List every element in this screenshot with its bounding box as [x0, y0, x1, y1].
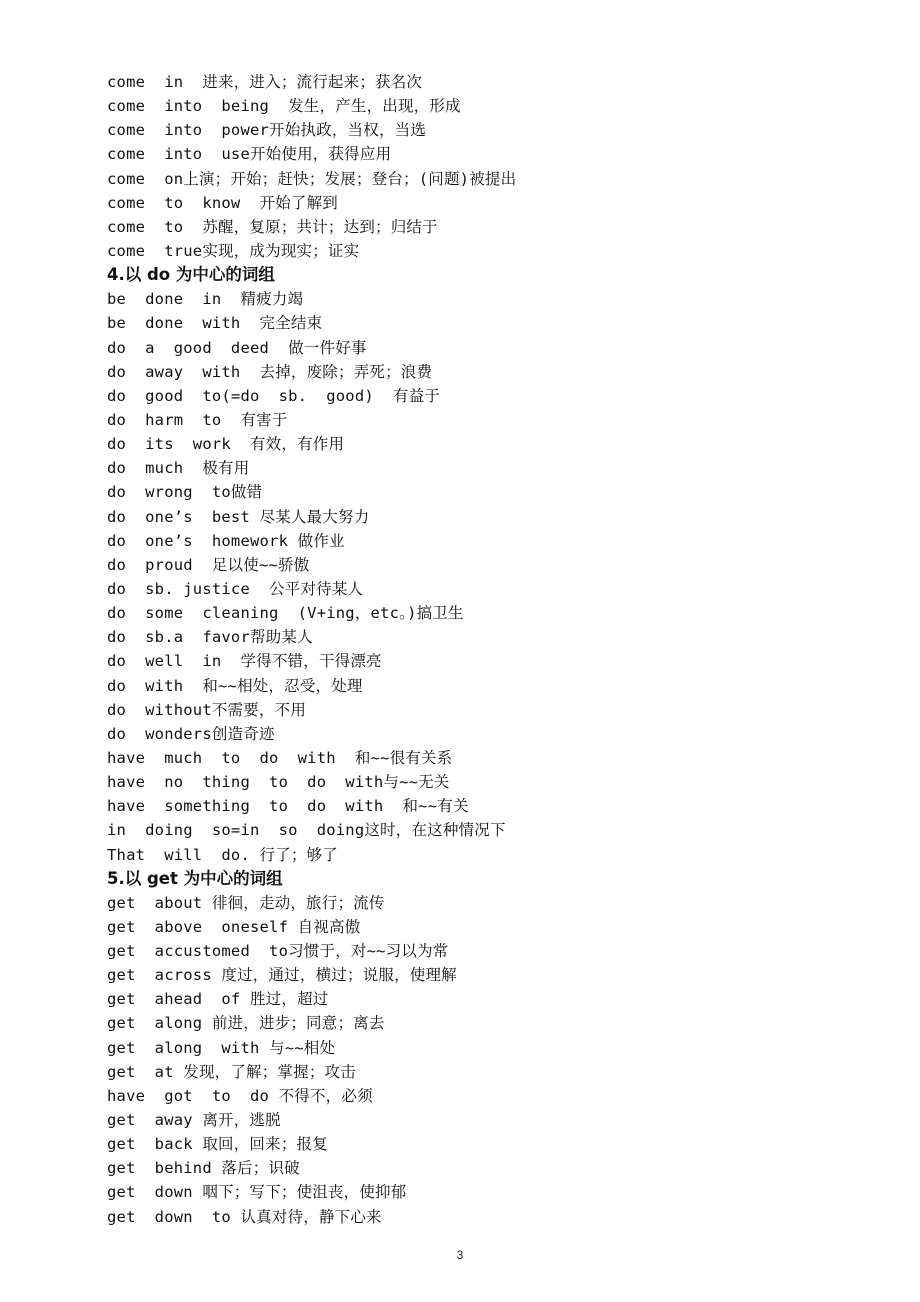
phrase-entry: get behind 落后；识破	[107, 1159, 300, 1178]
phrase-entry: come into use开始使用，获得应用	[107, 145, 392, 164]
phrase-entry: do sb. justice 公平对待某人	[107, 579, 364, 598]
phrase-entry: get down to 认真对待，静下心来	[107, 1207, 382, 1226]
phrase-entry: do wrong to做错	[107, 483, 263, 502]
phrase-entry: come true实现，成为现实；证实	[107, 241, 360, 260]
phrase-entry: get back 取回，回来；报复	[107, 1135, 328, 1154]
phrase-entry: come to 苏醒，复原；共计；达到；归结于	[107, 217, 438, 236]
phrase-entry: do good to(=do sb. good) 有益于	[107, 386, 441, 405]
section-heading: 5.以 get 为中心的词组	[107, 868, 283, 888]
phrase-entry: come into power开始执政，当权，当选	[107, 121, 427, 140]
phrase-entry: in doing so=in so doing这时，在这种情况下	[107, 821, 506, 840]
phrase-entry: do its work 有效，有作用	[107, 435, 345, 454]
phrase-entry: do a good deed 做一件好事	[107, 338, 367, 357]
phrase-entry: come on上演；开始；赶快；发展；登台；(问题)被提出	[107, 169, 517, 188]
phrase-entry: have got to do 不得不，必须	[107, 1086, 373, 1105]
phrase-entry: do one’s best 尽某人最大努力	[107, 507, 370, 526]
phrase-entry: do away with 去掉，废除；弄死；浪费	[107, 362, 433, 381]
phrase-entry: That will do. 行了；够了	[107, 845, 339, 864]
phrase-entry: get across 度过，通过，横过；说服，使理解	[107, 966, 457, 985]
phrase-entry: do without不需要，不用	[107, 700, 307, 719]
phrase-entry: get about 徘徊，走动，旅行；流传	[107, 893, 385, 912]
phrase-entry: get along with 与~~相处	[107, 1038, 336, 1057]
phrase-entry: get along 前进，进步；同意；离去	[107, 1014, 385, 1033]
phrase-entry: be done in 精疲力竭	[107, 290, 304, 309]
phrase-entry: do some cleaning (V+ing，etc。)搞卫生	[107, 604, 464, 623]
document-body	[107, 70, 867, 1229]
phrase-entry: do with 和~~相处，忍受，处理	[107, 676, 363, 695]
phrase-entry: be done with 完全结束	[107, 314, 323, 333]
section-heading: 4.以 do 为中心的词组	[107, 265, 275, 285]
phrase-entry: do wonders创造奇迹	[107, 724, 275, 743]
page-number: 3	[456, 1248, 464, 1262]
phrase-entry: come in 进来，进入；流行起来；获名次	[107, 73, 423, 91]
phrase-entry: have much to do with 和~~很有关系	[107, 748, 453, 767]
phrase-entry: do harm to 有害于	[107, 410, 288, 429]
phrase-entry: do proud 足以使~~骄傲	[107, 555, 310, 574]
phrase-entry: have no thing to do with与~~无关	[107, 773, 450, 792]
phrase-entry: do well in 学得不错，干得漂亮	[107, 652, 382, 671]
phrase-entry: do sb.a favor帮助某人	[107, 628, 313, 647]
phrase-entry: do one’s homework 做作业	[107, 531, 345, 550]
phrase-entry: do much 极有用	[107, 459, 250, 478]
phrase-entry: have something to do with 和~~有关	[107, 797, 469, 816]
phrase-entry: get away 离开，逃脱	[107, 1111, 281, 1130]
phrase-entry: get above oneself 自视高傲	[107, 917, 361, 936]
phrase-entry: get ahead of 胜过，超过	[107, 990, 329, 1009]
phrase-entry: come to know 开始了解到	[107, 193, 339, 212]
phrase-entry: get down 咽下；写下；使沮丧，使抑郁	[107, 1183, 407, 1202]
phrase-entry: get accustomed to习惯于，对~~习以为常	[107, 942, 449, 961]
phrase-entry: get at 发现，了解；掌握；攻击	[107, 1062, 356, 1081]
phrase-entry: come into being 发生，产生，出现，形成	[107, 97, 461, 116]
